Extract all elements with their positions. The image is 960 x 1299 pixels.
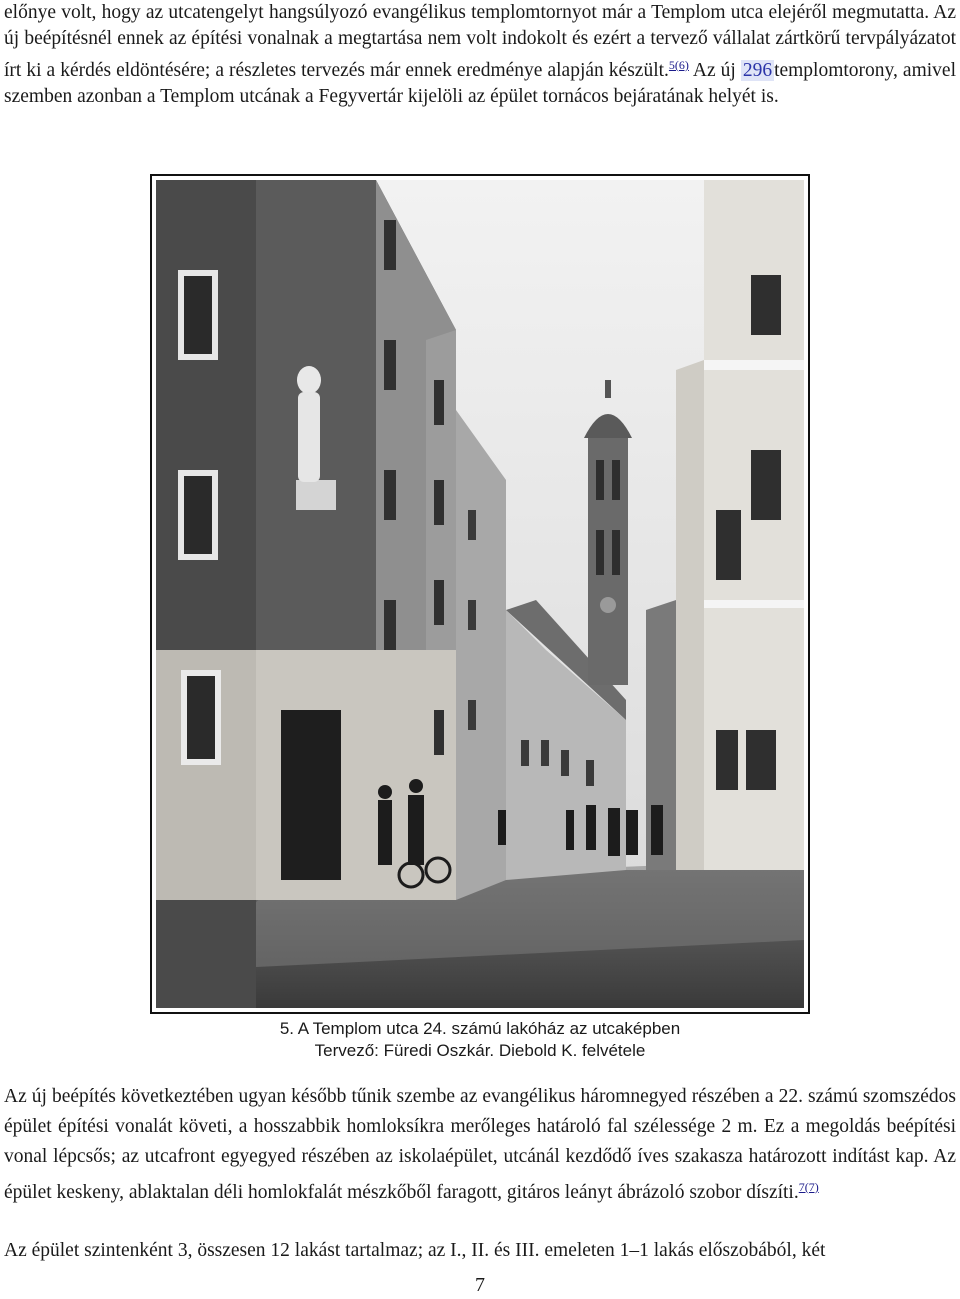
page-number: 7 [475,1274,485,1296]
page-marker: 296 [742,60,773,81]
paragraph-1-text-c: templomtorony, amivel szemben azonban a Templom utcának a Fegyvertár kijelöli az épület tornácos bejáratának helyét is. [4,60,956,107]
figure-caption-title: 5. A Templom utca 24. számú lakóház az utcaképben [279,1019,681,1038]
paragraph-1-text-b: Az új [688,60,741,81]
footnote-ref-5[interactable] [669,58,689,72]
street-photo-frame [150,174,810,1014]
paragraph-2-text: Az új beépítés következtében ugyan később tűnik szembe az evangélikus háromnegyed részében a 22. számú szomszédos épület építési vonalát követi, a hosszabbik homloksíkra merőleges határoló fal szélessége 2 m. Ez a megoldás beépítési vonal lépcsős; az utcafront egyegyed részében az iskolaépület, utcánál kezdődő íves szakasza határozott indítást kap. Az épület keskeny, ablaktalan déli homlokfalát mészkőből faragott, gitáros leányt ábrázoló szobor díszíti. [4,1086,956,1203]
paragraph-1 [4,0,956,110]
paragraph-3-text: Az épület szintenként 3, összesen 12 lakást tartalmaz; az I., II. és III. emeleten 1–1 lakás előszobából, két [4,1240,826,1261]
paragraph-1-text-a: előnye volt, hogy az utcatengelyt hangsúlyozó evangélikus templomtornyot már a Templom utca elejéről megmutatta. Az új beépítésnél ennek az építési vonalnak a megtartása nem volt indokolt és ezért a tervező vállalat zártkörű tervpályázatot írt ki a kérdés eldöntésére; a részletes tervezés már ennek eredménye alapján készült. [4,2,956,81]
paragraph-2 [4,1082,956,1208]
footnote-link-7[interactable]: 7(7) [798,1180,819,1194]
street-photo [156,180,804,1008]
footnote-ref-7[interactable] [799,1180,819,1194]
footnote-link-5[interactable]: 5(6) [668,58,689,72]
figure-caption-credit: Tervező: Füredi Oszkár. Diebold K. felvétele [314,1041,646,1060]
paragraph-3 [4,1238,956,1264]
